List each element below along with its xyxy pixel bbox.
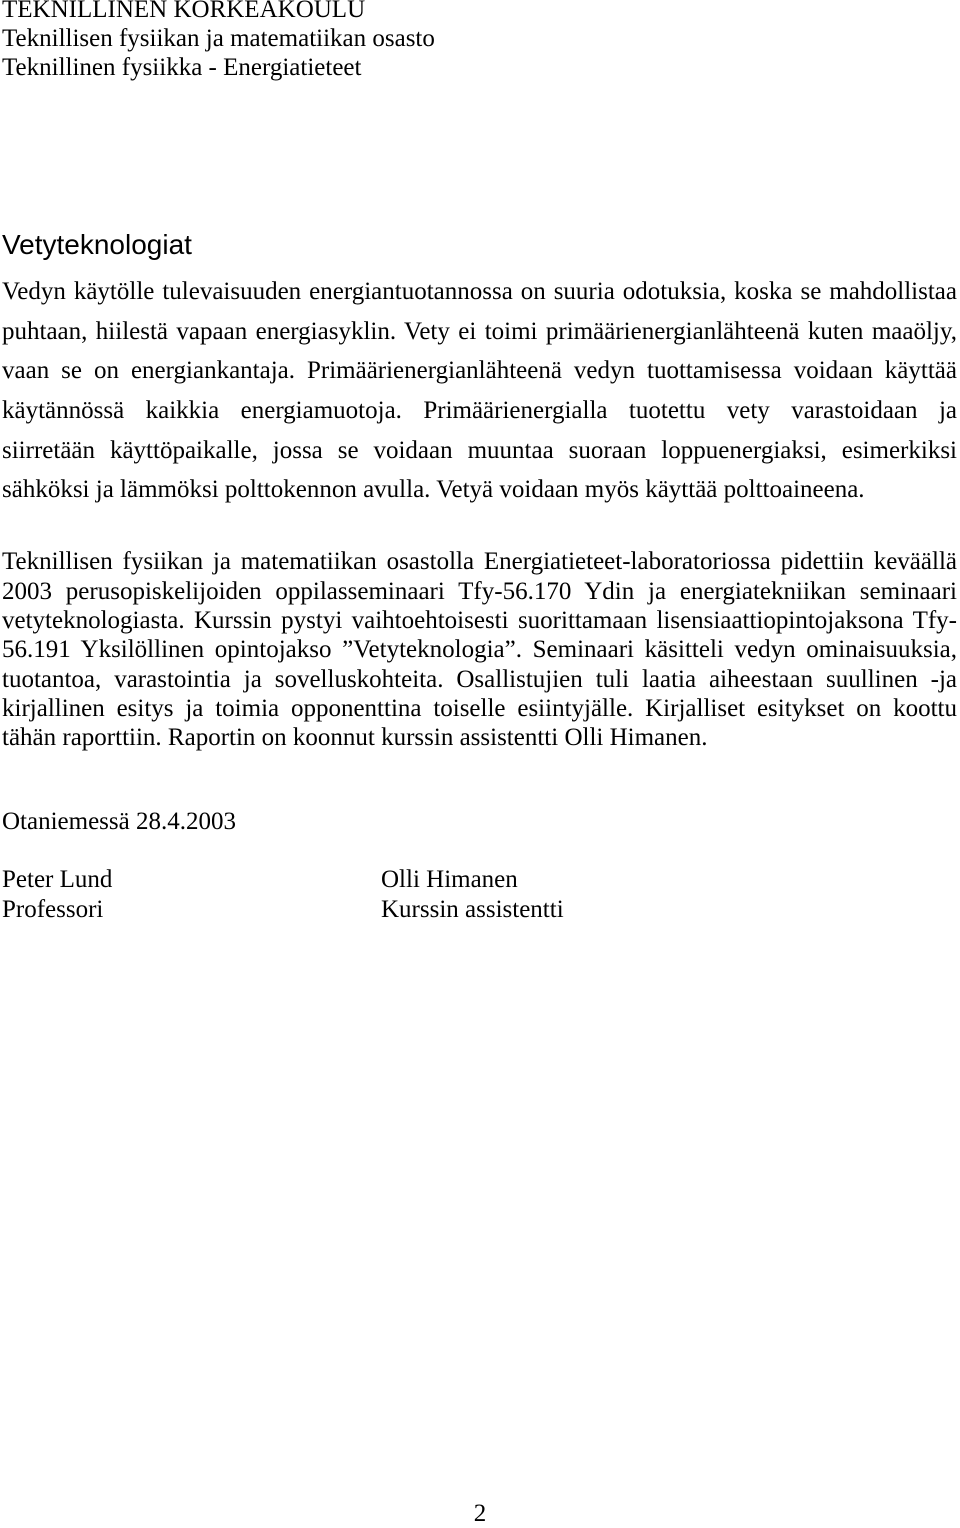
paragraph-line: vaan se on energiankantaja. Primäärienergianlähteenä vedyn tuottamisessa voidaan käyttää: [2, 357, 957, 385]
paragraph-line: puhtaan, hiilestä vapaan energiasyklin. Vety ei toimi primäärienergianlähteenä kuten maaöljy,: [2, 317, 957, 345]
signature-assistant: [381, 865, 564, 925]
seminar-paragraph: [2, 547, 957, 752]
document-header: [2, 0, 957, 82]
intro-paragraph: [2, 272, 957, 510]
document-title: Vetyteknologiat: [2, 229, 192, 260]
paragraph-line: siirretään käyttöpaikalle, jossa se voidaan muuntaa suoraan loppuenergiaksi, esimerkiksi: [2, 436, 957, 464]
paragraph-line: sähköksi ja lämmöksi polttokennon avulla. Vetyä voidaan myös käyttää polttoaineena.: [2, 476, 865, 504]
paragraph-line: tähän raporttiin. Raportin on koonnut kurssin assistentti Olli Himanen.: [2, 724, 708, 752]
page-number: 2: [473, 1500, 487, 1527]
signatory-title: Professori: [2, 896, 104, 923]
paragraph-line: kirjallinen esitys ja toimia opponenttina toiselle esiintyjälle. Kirjalliset esitykset on koottu: [2, 694, 957, 722]
institution-name: TEKNILLINEN KORKEAKOULU: [2, 0, 366, 23]
signatory-name: Peter Lund: [2, 866, 113, 893]
paragraph-line: 56.191 Yksilöllinen opintojakso ”Vetyteknologia”. Seminaari käsitteli vedyn ominaisuuksia,: [2, 636, 957, 664]
place-and-date: Otaniemessä 28.4.2003: [2, 808, 236, 835]
paragraph-line: Vedyn käytölle tulevaisuuden energiantuotannossa on suuria odotuksia, koska se mahdollistaa: [2, 278, 957, 306]
paragraph-line: tuotantoa, varastointia ja sovelluskohteita. Osallistujien tuli laatia aiheestaan suullinen -ja: [2, 665, 957, 693]
signature-professor: [2, 865, 112, 925]
signatory-name: Olli Himanen: [381, 866, 518, 893]
paragraph-line: Teknillisen fysiikan ja matematiikan osastolla Energiatieteet-laboratoriossa pidettiin keväällä: [2, 548, 957, 576]
paragraph-line: vetyteknologiasta. Kurssin pystyi vaihtoehtoisesti suorittamaan lisensiaattiopintojaksona Tfy-: [2, 606, 957, 634]
signatory-title: Kurssin assistentti: [381, 896, 564, 923]
paragraph-line: 2003 perusopiskelijoiden oppilasseminaari Tfy-56.170 Ydin ja energiatekniikan seminaari: [2, 577, 957, 605]
department-name: Teknillisen fysiikan ja matematiikan osasto: [2, 25, 435, 52]
program-name: Teknillinen fysiikka - Energiatieteet: [2, 54, 362, 81]
paragraph-line: käytännössä kaikkia energiamuotoja. Primäärienergialla tuotettu vety varastoidaan ja: [2, 396, 957, 424]
